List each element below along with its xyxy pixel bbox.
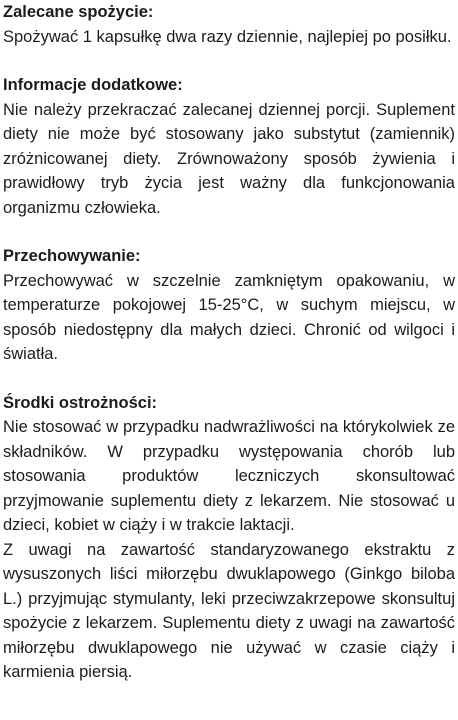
section-precautions (3, 391, 455, 685)
section-text-precautions-1: Nie stosować w przypadku nadwrażliwości na którykolwiek ze składników. W przypadku występowania chorób lub stosowania produktów leczniczych skonsultować przyjmowanie suplementu diety z lekarzem. Nie stosować u dzieci, kobiet w ciąży i w trakcie laktacji. (3, 418, 455, 534)
section-text-additional-info: Nie należy przekraczać zalecanej dziennej porcji. Suplement diety nie może być stosowany jako substytut (zamiennik) zróżnicowanej diety. Zrównoważony sposób żywienia i prawidłowy tryb życia jest ważny dla funkcjonowania organizmu człowieka. (3, 100, 455, 217)
section-storage (3, 244, 455, 367)
section-heading-recommended-intake: Zalecane spożycie: (3, 3, 154, 21)
section-recommended-intake (3, 0, 455, 49)
section-heading-precautions: Środki ostrożności: (3, 393, 158, 412)
section-text-precautions-2: Z uwagi na zawartość standaryzowanego ekstraktu z wysuszonych liści miłorzębu dwuklapowego (Ginkgo biloba L.) przyjmując stymulanty, leki przeciwzakrzepowe skonsultuj spożycie z lekarzem. Suplementu diety z uwagi na zawartość miłorzębu dwuklapowego nie używać w czasie ciąży i karmienia piersią. (3, 540, 455, 681)
section-text-storage: Przechowywać w szczelnie zamkniętym opakowaniu, w temperaturze pokojowej 15-25°C, w suchym miejscu, w sposób niedostępny dla małych dzieci. Chronić od wilgoci i światła. (3, 271, 455, 363)
section-additional-info (3, 73, 455, 220)
section-heading-storage: Przechowywanie: (3, 247, 141, 265)
section-heading-additional-info: Informacje dodatkowe: (3, 76, 183, 94)
section-text-recommended-intake: Spożywać 1 kapsułkę dwa razy dziennie, najlepiej po posiłku. (3, 27, 452, 46)
